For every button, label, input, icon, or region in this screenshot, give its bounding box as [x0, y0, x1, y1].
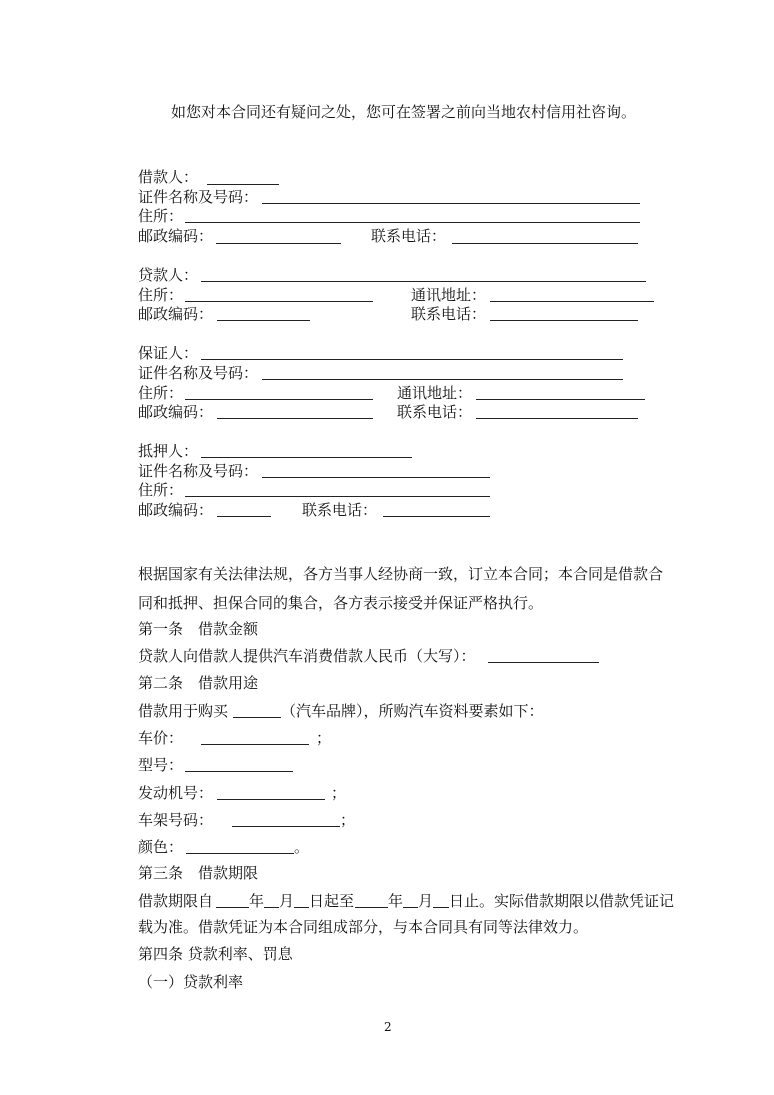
page-number: 2: [384, 1020, 392, 1034]
lender-address-blank[interactable]: [185, 301, 373, 302]
guarantor-address-label: 住所：: [138, 384, 184, 402]
mortgagor-label: 抵押人：: [138, 442, 199, 460]
term-year-2: 年: [388, 892, 404, 910]
mortgagor-address-blank[interactable]: [185, 496, 490, 497]
guarantor-address-blank[interactable]: [185, 399, 373, 400]
lender-postcode-blank[interactable]: [217, 320, 310, 321]
guarantor-phone-label: 联系电话：: [397, 403, 473, 421]
mortgagor-address-label: 住所：: [138, 481, 184, 499]
borrower-id-blank[interactable]: [262, 203, 640, 204]
guarantor-postcode-label: 邮政编码：: [138, 403, 214, 421]
borrower-phone-blank[interactable]: [452, 243, 638, 244]
term-month-1: 月: [279, 892, 295, 910]
lender-mail-blank[interactable]: [490, 301, 654, 302]
guarantor-label: 保证人：: [138, 344, 199, 362]
borrower-id-label: 证件名称及号码：: [138, 188, 259, 206]
term-day-to: 日起至: [309, 892, 355, 910]
term-line-2: 载为准。借款凭证为本合同组成部分，与本合同具有同等法律效力。: [138, 918, 589, 936]
mortgagor-postcode-blank[interactable]: [217, 516, 271, 517]
car-price-label: 车价：: [138, 729, 184, 747]
lender-phone-label: 联系电话：: [411, 305, 487, 323]
preamble-line-2: 同和抵押、担保合同的集合，各方表示接受并保证严格执行。: [138, 594, 544, 612]
article-2-text-a: 借款用于购买: [138, 702, 229, 720]
color-blank[interactable]: [186, 853, 294, 854]
preamble-line-1: 根据国家有关法律法规，各方当事人经协商一致，订立本合同；本合同是借款合: [138, 565, 664, 583]
model-label: 型号：: [138, 756, 184, 774]
end-month-blank[interactable]: [403, 907, 418, 908]
end-year-blank[interactable]: [355, 907, 388, 908]
borrower-blank[interactable]: [207, 184, 279, 185]
engine-no-blank[interactable]: [217, 799, 325, 800]
term-year-1: 年: [249, 892, 265, 910]
start-month-blank[interactable]: [264, 907, 279, 908]
lender-label: 贷款人：: [138, 266, 199, 284]
guarantor-id-blank[interactable]: [262, 379, 623, 380]
article-1-text: 贷款人向借款人提供汽车消费借款人民币（大写）：: [138, 647, 476, 665]
frame-no-semicolon: ；: [340, 811, 356, 829]
article-4-sub-1: （一）贷款利率: [138, 973, 244, 991]
mortgagor-postcode-label: 邮政编码：: [138, 501, 214, 519]
lender-blank[interactable]: [201, 281, 646, 282]
borrower-postcode-blank[interactable]: [216, 243, 341, 244]
borrower-address-blank[interactable]: [185, 222, 640, 223]
guarantor-id-label: 证件名称及号码：: [138, 364, 259, 382]
start-year-blank[interactable]: [216, 907, 249, 908]
start-day-blank[interactable]: [294, 907, 309, 908]
color-period: 。: [294, 838, 310, 856]
term-from: 借款期限自: [138, 892, 214, 910]
intro-text: 如您对本合同还有疑问之处，您可在签署之前向当地农村信用社咨询。: [171, 103, 637, 121]
borrower-address-label: 住所：: [138, 207, 184, 225]
term-month-2: 月: [418, 892, 434, 910]
lender-mail-label: 通讯地址：: [411, 286, 487, 304]
model-blank[interactable]: [185, 771, 293, 772]
guarantor-phone-blank[interactable]: [476, 418, 638, 419]
mortgagor-phone-label: 联系电话：: [302, 501, 378, 519]
car-price-semicolon: ；: [316, 729, 332, 747]
guarantor-mail-blank[interactable]: [476, 399, 645, 400]
term-day-end: 日止。实际借款期限以借款凭证记: [449, 892, 675, 910]
borrower-postcode-label: 邮政编码：: [138, 227, 214, 245]
car-price-blank[interactable]: [201, 744, 309, 745]
lender-postcode-label: 邮政编码：: [138, 305, 214, 323]
borrower-label: 借款人：: [138, 168, 199, 186]
engine-no-label: 发动机号：: [138, 784, 214, 802]
article-2-title: 第二条 借款用途: [138, 674, 259, 692]
guarantor-blank[interactable]: [201, 359, 623, 360]
borrower-phone-label: 联系电话：: [371, 227, 447, 245]
frame-no-label: 车架号码：: [138, 811, 214, 829]
mortgagor-phone-blank[interactable]: [383, 516, 490, 517]
guarantor-postcode-blank[interactable]: [217, 418, 373, 419]
car-brand-blank[interactable]: [233, 717, 281, 718]
lender-phone-blank[interactable]: [490, 320, 638, 321]
lender-address-label: 住所：: [138, 286, 184, 304]
article-3-title: 第三条 借款期限: [138, 864, 259, 882]
color-label: 颜色：: [138, 838, 184, 856]
guarantor-mail-label: 通讯地址：: [397, 384, 473, 402]
frame-no-blank[interactable]: [232, 826, 340, 827]
article-2-text-b: （汽车品牌），所购汽车资料要素如下：: [281, 702, 544, 720]
article-1-title: 第一条 借款金额: [138, 620, 259, 638]
article-4-title: 第四条 贷款利率、罚息: [138, 945, 293, 963]
mortgagor-blank[interactable]: [201, 457, 412, 458]
end-day-blank[interactable]: [433, 907, 449, 908]
engine-no-semicolon: ；: [331, 784, 347, 802]
loan-amount-blank[interactable]: [488, 662, 599, 663]
mortgagor-id-blank[interactable]: [262, 477, 490, 478]
mortgagor-id-label: 证件名称及号码：: [138, 462, 259, 480]
